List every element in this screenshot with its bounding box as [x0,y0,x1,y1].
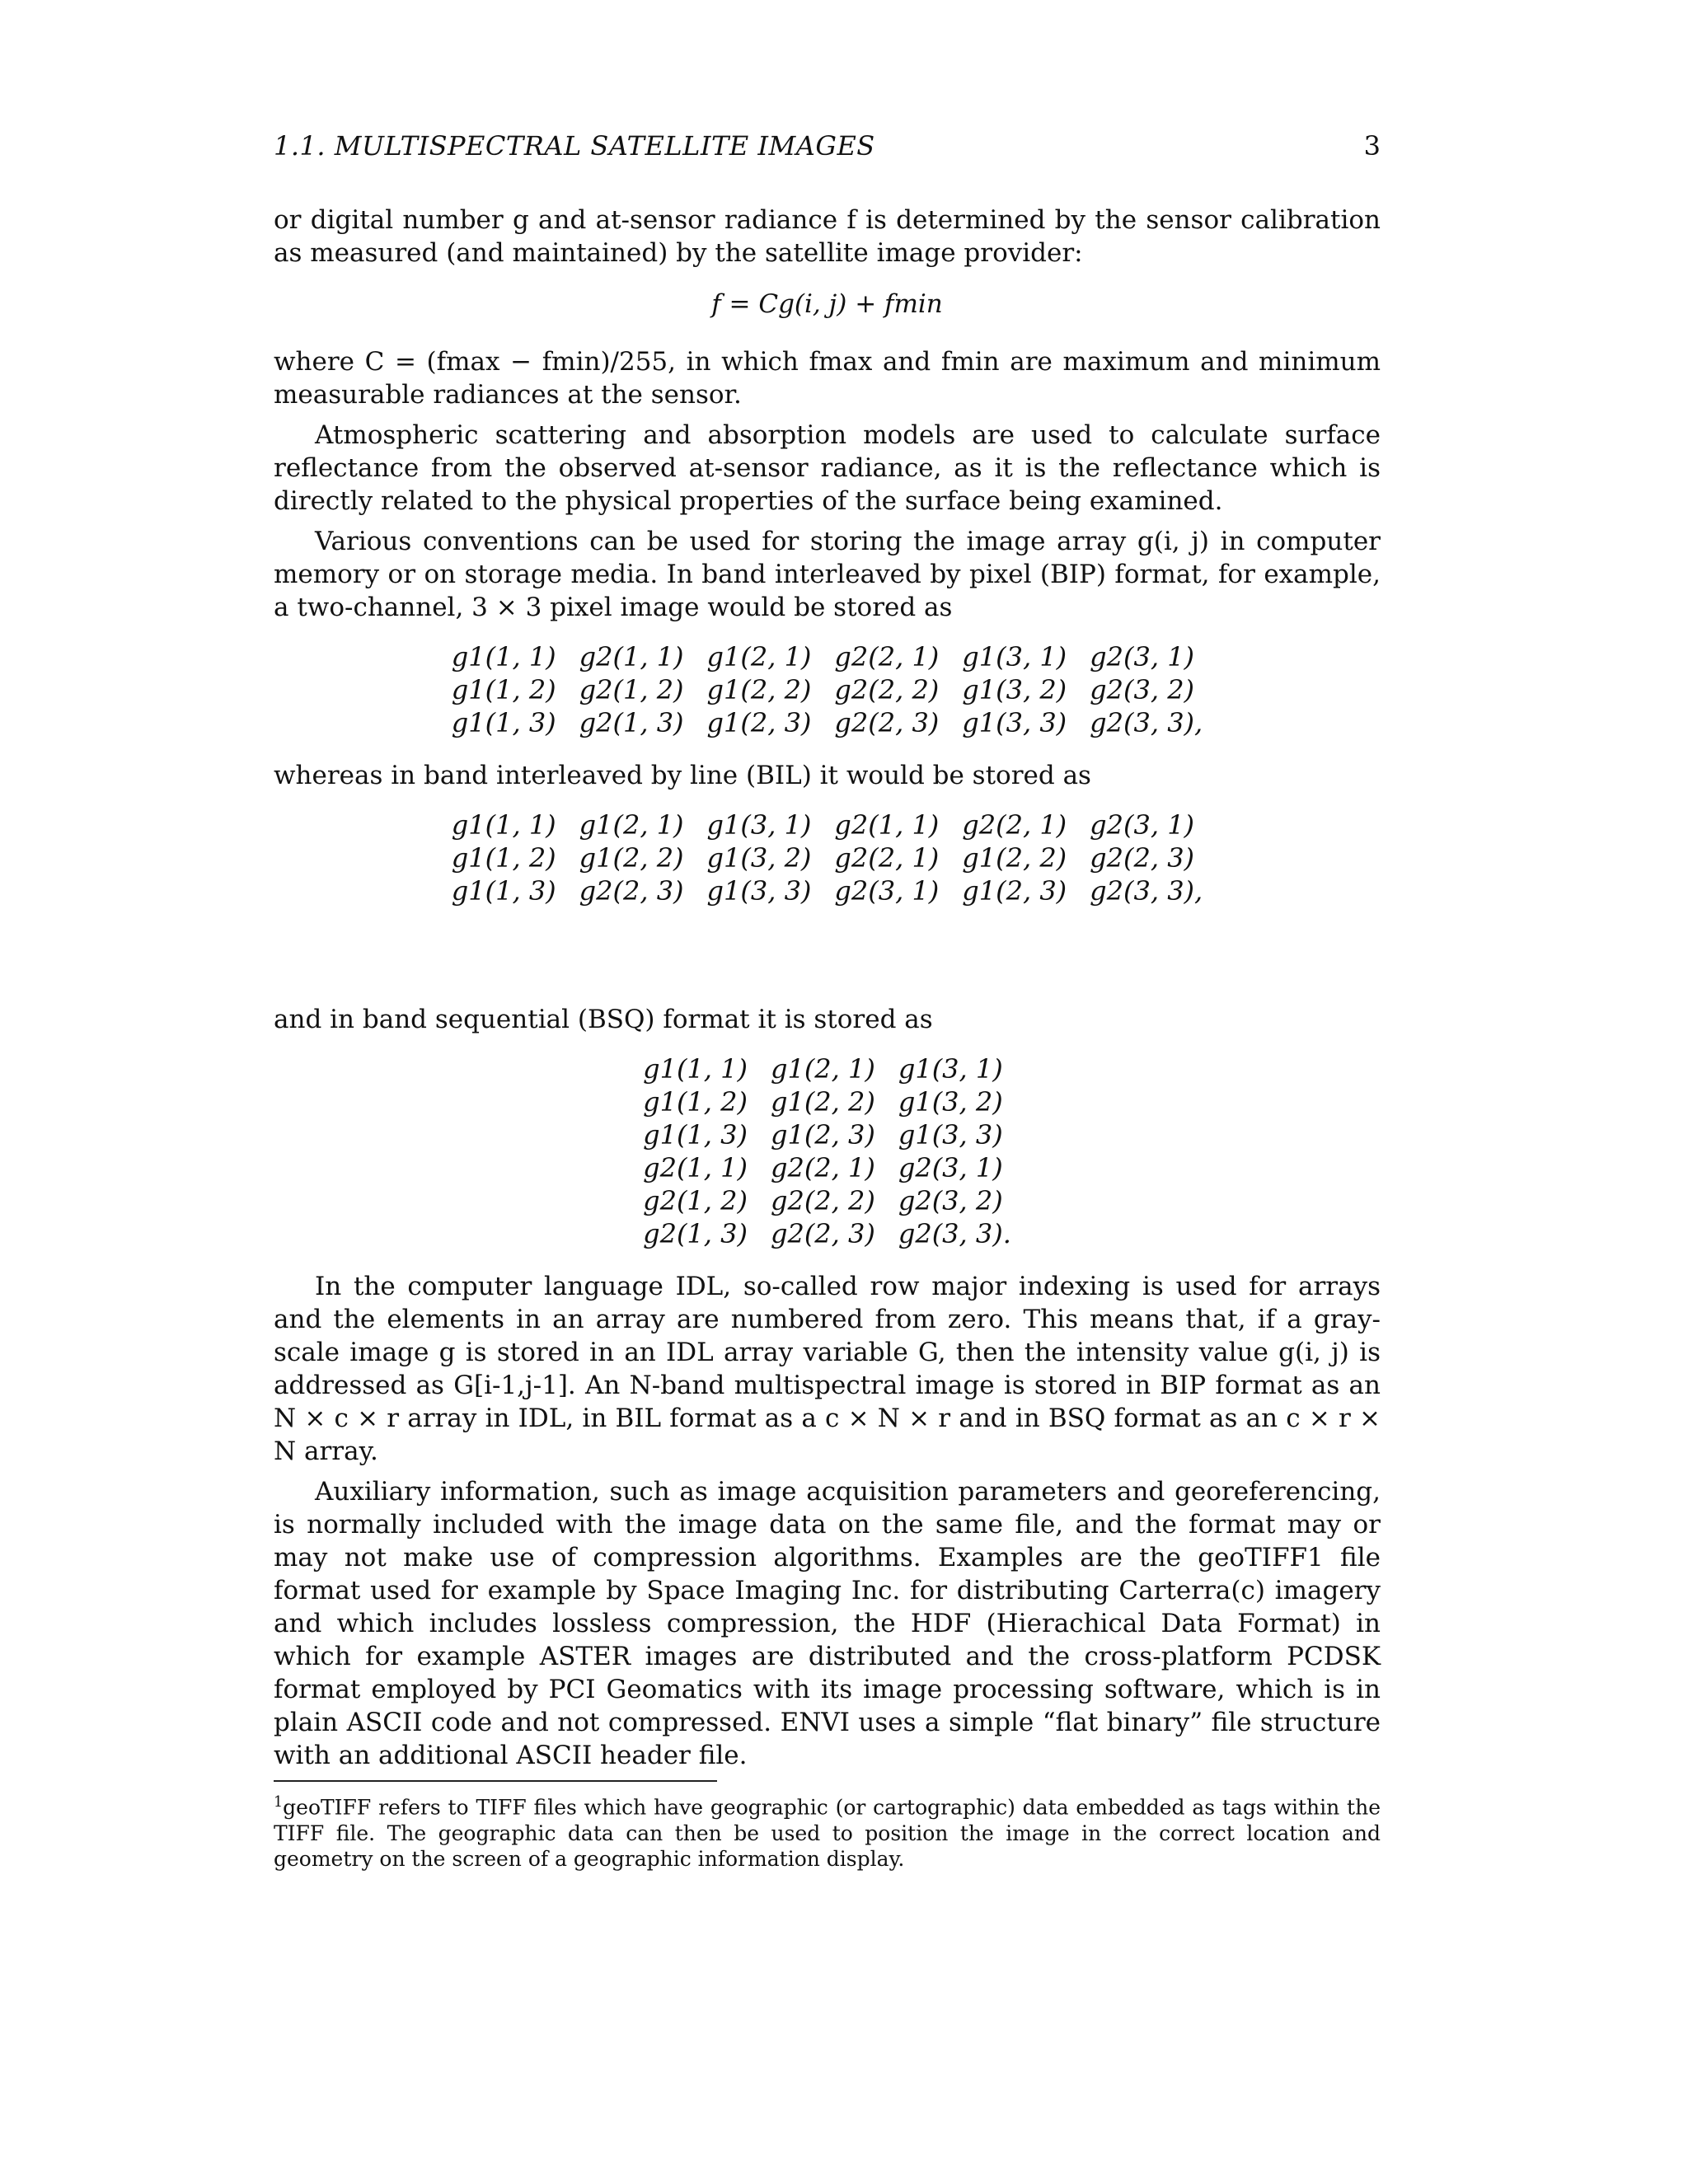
bip-table-body [440,640,1214,739]
bip-cell: g2(1, 2) [579,674,684,705]
bsq-cell: g2(2, 3) [770,1218,875,1249]
bil-cell: g1(1, 1) [451,809,556,841]
bil-cell: g1(2, 2) [579,842,684,874]
bsq-cell: g2(3, 3). [898,1218,1011,1249]
bsq-row [631,1184,1023,1217]
equation-1: f = Cg(i, j) + fmin [711,289,943,319]
bsq-row [631,1217,1023,1250]
bip-cell: g1(2, 3) [706,707,812,738]
bil-cell: g2(3, 1) [834,875,940,907]
bip-cell: g2(2, 1) [834,641,940,673]
bip-cell: g2(3, 3), [1090,707,1203,738]
paragraph-6 [274,1003,1381,1036]
paragraph-8 [274,1475,1381,1772]
bil-table-body [440,808,1214,907]
paragraph-3 [274,419,1381,518]
p8-text: Auxiliary information, such as image acquisition parameters and georeferencing, is normally included with the image data on the same file, and the format may or may not make use of compression algorithms. Examples are the geoTIFF1 file format used for example by Space Imaging Inc. for distributing Carterra(c) imagery and which includes lossless compression, the HDF (Hierachical Data Format) in which for example ASTER images are distributed and the cross-platform PCDSK format employed by PCI Geomatics with its image processing software, which is in plain ASCII code and not compressed. ENVI uses a simple “flat binary” file structure with an additional ASCII header file. [274,1477,1381,1770]
paragraph-5 [274,759,1381,792]
paragraph-1 [274,204,1381,269]
p6-text: and in band sequential (BSQ) format it is stored as [274,1005,933,1034]
bip-cell: g2(2, 2) [834,674,940,705]
bil-cell: g2(2, 3) [579,875,684,907]
bip-cell: g2(1, 3) [579,707,684,738]
bil-row [440,808,1214,841]
bip-cell: g1(2, 2) [706,674,812,705]
bsq-cell: g1(1, 1) [643,1053,748,1085]
bsq-row [631,1118,1023,1151]
bil-array [274,808,1381,907]
bip-cell: g2(1, 1) [579,641,684,673]
bil-cell: g1(2, 1) [579,809,684,841]
bil-row [440,874,1214,907]
paragraph-7 [274,1270,1381,1468]
bip-cell: g2(2, 3) [834,707,940,738]
footnote [274,1790,1381,1872]
bil-cell: g2(1, 1) [834,809,940,841]
bsq-cell: g1(2, 3) [770,1119,875,1151]
bsq-cell: g2(3, 2) [898,1185,1003,1216]
bsq-cell: g2(2, 1) [770,1152,875,1183]
bil-cell: g2(3, 1) [1090,809,1195,841]
bil-cell: g1(3, 3) [706,875,812,907]
bsq-row [631,1085,1023,1118]
bsq-row [631,1052,1023,1085]
bip-cell: g1(1, 2) [451,674,556,705]
bil-cell: g2(2, 1) [962,809,1067,841]
bil-cell: g1(1, 2) [451,842,556,874]
bil-row [440,841,1214,874]
vertical-gap [274,927,1381,1003]
bip-cell: g1(1, 3) [451,707,556,738]
bil-cell: g1(2, 2) [962,842,1067,874]
body-text [274,204,1381,1779]
bil-cell: g2(2, 1) [834,842,940,874]
footnote-marker: 1 [274,1794,284,1811]
bil-cell: g2(3, 3), [1090,875,1203,907]
bil-cell: g1(3, 1) [706,809,812,841]
bip-cell: g1(3, 2) [962,674,1067,705]
bsq-cell: g2(3, 1) [898,1152,1003,1183]
bsq-cell: g2(2, 2) [770,1185,875,1216]
bip-cell: g2(3, 1) [1090,641,1195,673]
footnote-rule [274,1780,717,1782]
bip-cell: g1(1, 1) [451,641,556,673]
p5-text: whereas in band interleaved by line (BIL) it would be stored as [274,761,1091,790]
bsq-cell: g1(2, 1) [770,1053,875,1085]
p3-text: Atmospheric scattering and absorption models are used to calculate surface reflectance from the observed at-sensor radiance, as it is the reflectance which is directly related to the physical properties of the surface being examined. [274,420,1381,516]
bip-cell: g1(3, 1) [962,641,1067,673]
p1-text: or digital number g and at-sensor radiance f is determined by the sensor calibration as measured (and maintained) by the satellite image provider: [274,205,1381,268]
bsq-cell: g2(1, 2) [643,1185,748,1216]
bsq-cell: g2(1, 3) [643,1218,748,1249]
p7-text: In the computer language IDL, so-called row major indexing is used for arrays and the elements in an array are numbered from zero. This means that, if a gray-scale image g is stored in an IDL array variable G, then the intensity value g(i, j) is addressed as G[i-1,j-1]. An N-band multispectral image is stored in BIP format as an N × c × r array in IDL, in BIL format as a c × N × r and in BSQ format as an c × r × N array. [274,1272,1381,1466]
bsq-array [274,1052,1381,1250]
bsq-table-body [631,1052,1023,1250]
section-title: 1.1. MULTISPECTRAL SATELLITE IMAGES [274,130,875,162]
bil-cell: g1(2, 3) [962,875,1067,907]
bip-cell: g1(3, 3) [962,707,1067,738]
bsq-cell: g1(3, 1) [898,1053,1003,1085]
bil-cell: g1(3, 2) [706,842,812,874]
bip-row [440,673,1214,706]
bsq-row [631,1151,1023,1184]
bil-cell: g1(1, 3) [451,875,556,907]
p2-text: where C = (fmax − fmin)/255, in which fmax and fmin are maximum and minimum measurable radiances at the sensor. [274,347,1381,410]
paragraph-2 [274,345,1381,411]
page-number: 3 [1363,130,1381,162]
bsq-cell: g1(3, 2) [898,1086,1003,1118]
paragraph-4 [274,525,1381,624]
p4-text: Various conventions can be used for storing the image array g(i, j) in computer memory or on storage media. In band interleaved by pixel (BIP) format, for example, a two-channel, 3 × 3 pixel image would be stored as [274,527,1381,622]
bil-cell: g2(2, 3) [1090,842,1195,874]
bip-array [274,640,1381,739]
bsq-cell: g1(2, 2) [770,1086,875,1118]
bsq-cell: g1(3, 3) [898,1119,1003,1151]
bip-row [440,640,1214,673]
bip-cell: g2(3, 2) [1090,674,1195,705]
footnote-text: geoTIFF refers to TIFF files which have geographic (or cartographic) data embedded as tags within the TIFF file. The geographic data can then be used to position the image in the correct location and geometry on the screen of a geographic information display. [274,1795,1381,1871]
bip-cell: g1(2, 1) [706,641,812,673]
bsq-cell: g2(1, 1) [643,1152,748,1183]
bsq-cell: g1(1, 2) [643,1086,748,1118]
running-header [274,130,1381,162]
bip-row [440,706,1214,739]
bsq-cell: g1(1, 3) [643,1119,748,1151]
